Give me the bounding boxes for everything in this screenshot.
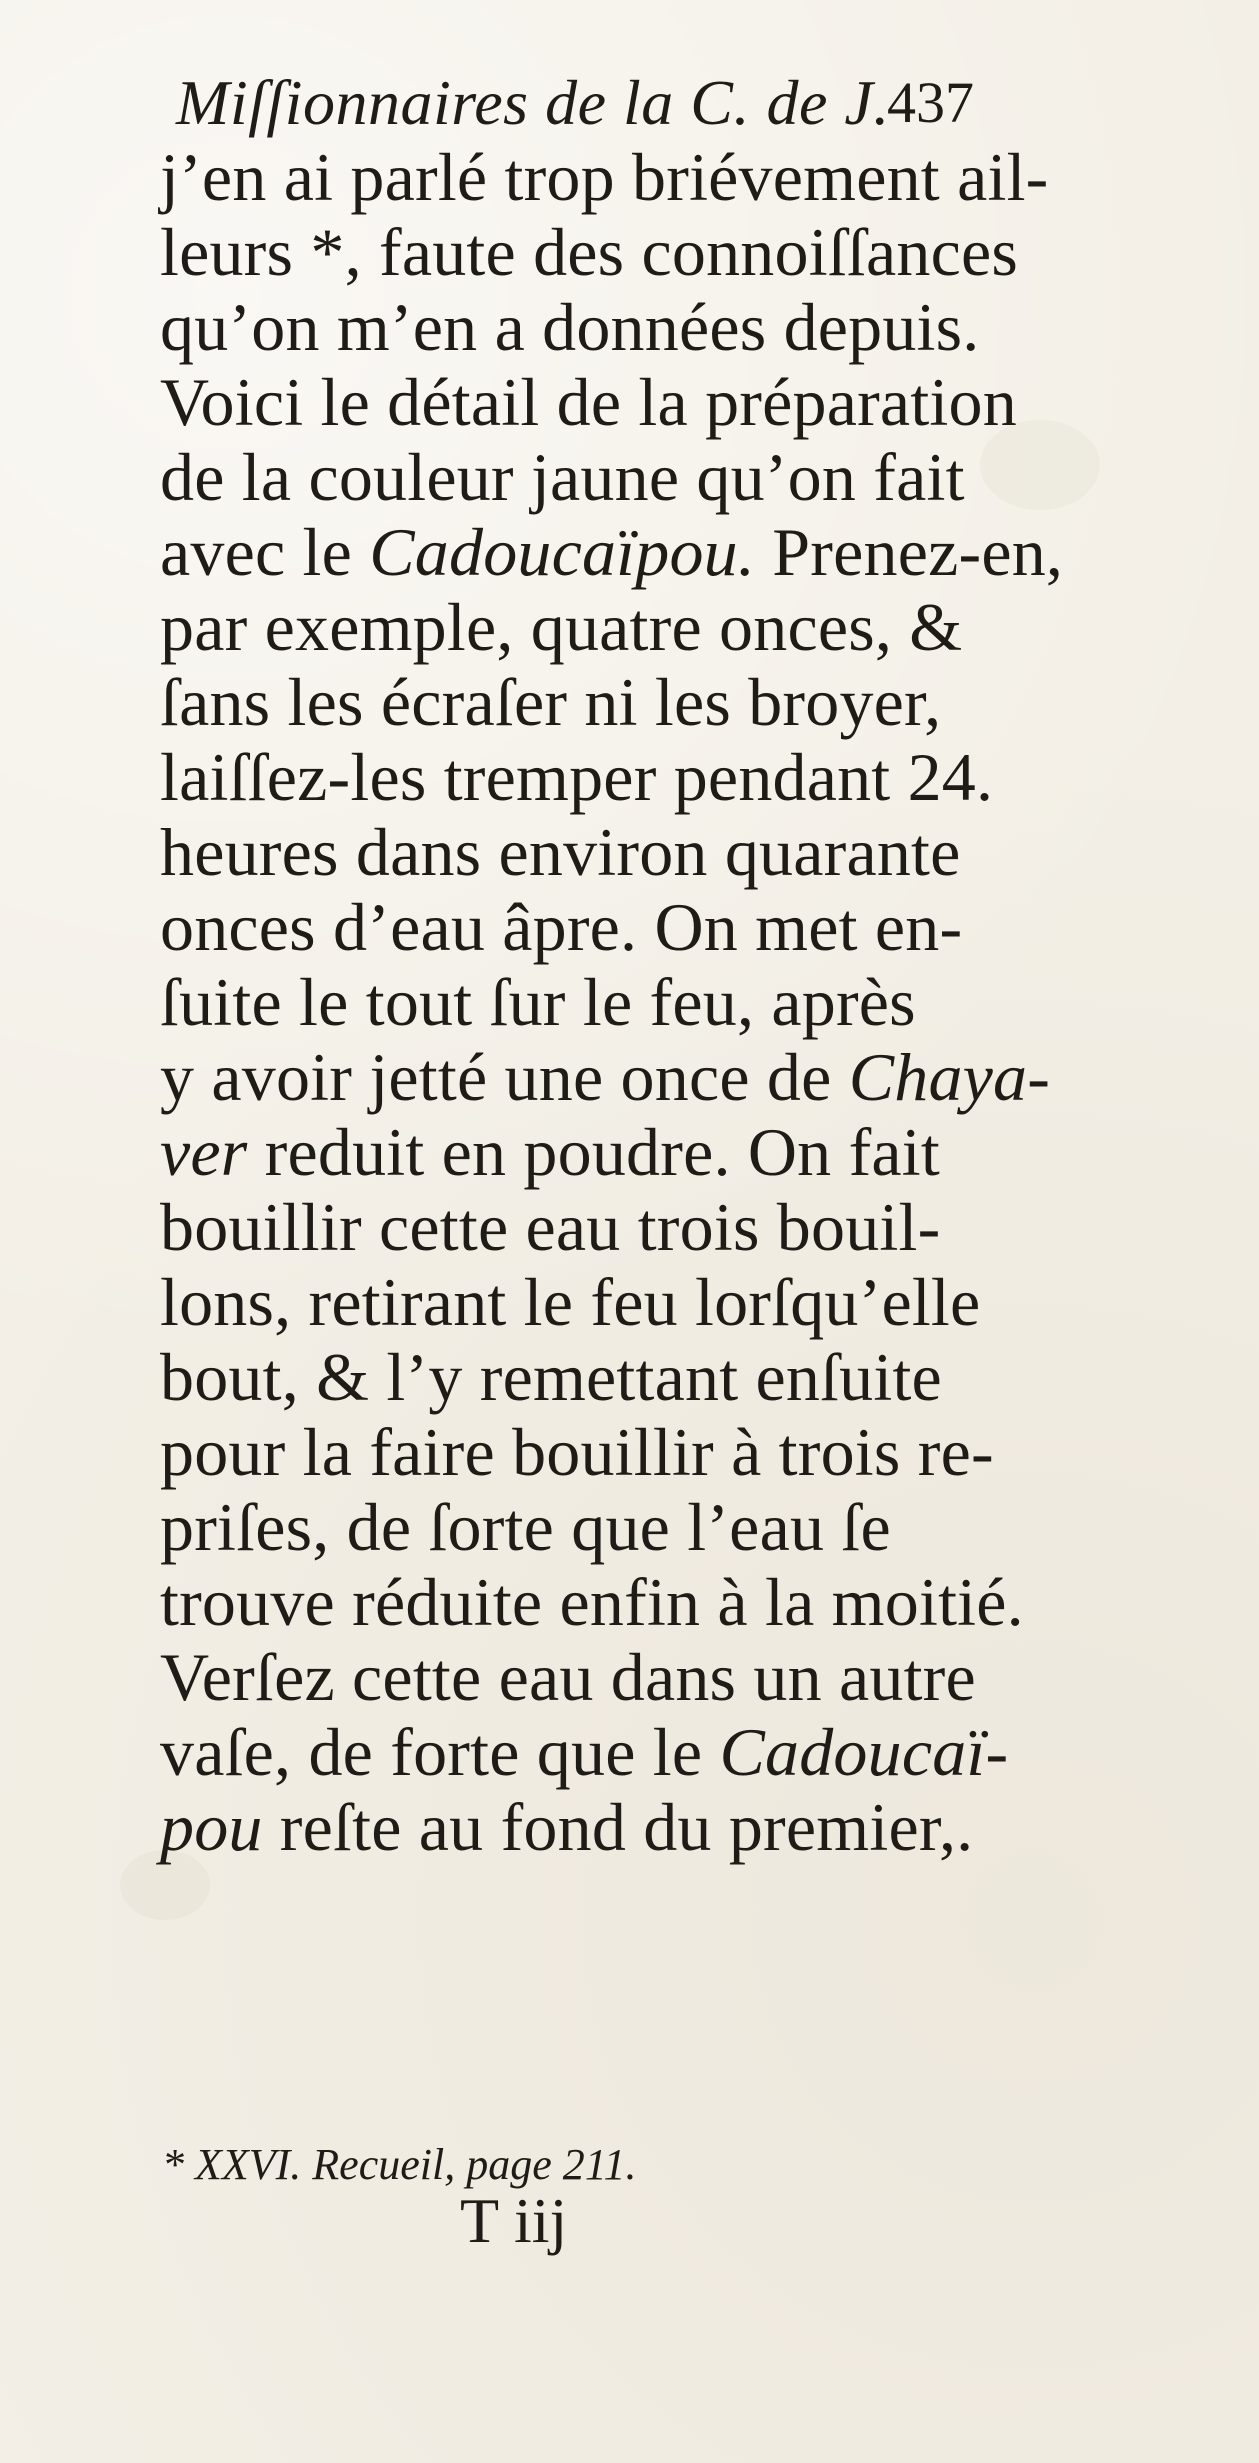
text-line: [160, 740, 1080, 815]
text-line-content: Prenez-en,: [755, 514, 1064, 590]
text-line-content: laiſſez-les tremper pendant 24.: [160, 739, 994, 815]
text-line-content: lons, retirant le feu lorſqu’elle: [160, 1264, 981, 1340]
text-line-content: avec le: [160, 514, 370, 590]
text-line-content: reduit en poudre. On fait: [247, 1114, 940, 1190]
footnote: * XXVI. Recueil, page 211.: [162, 2140, 637, 2189]
italic-term: pou: [160, 1789, 263, 1865]
text-line: [160, 965, 1080, 1040]
text-line-content: priſes, de ſorte que l’eau ſe: [160, 1489, 891, 1565]
text-line-content: bouillir cette eau trois bouil-: [160, 1189, 941, 1265]
text-line-content: vaſe, de forte que le: [160, 1714, 720, 1790]
text-line: [160, 1115, 1080, 1190]
page-number: 437: [887, 70, 974, 135]
text-line: [160, 290, 1080, 365]
text-line: [160, 1190, 1080, 1265]
text-line-content: bout, & l’y remettant enſuite: [160, 1339, 942, 1415]
text-line-content: j’en ai parlé trop briévement ail-: [160, 139, 1049, 215]
italic-term: Cadoucaï-: [719, 1714, 1009, 1790]
text-line: [160, 1415, 1080, 1490]
text-line-content: Verſez cette eau dans un autre: [160, 1639, 976, 1715]
text-line-content: onces d’eau âpre. On met en-: [160, 889, 963, 965]
text-line-content: y avoir jetté une once de: [160, 1039, 849, 1115]
text-line: [160, 365, 1080, 440]
text-line: [160, 215, 1080, 290]
text-line: [160, 440, 1080, 515]
text-line: [160, 1040, 1080, 1115]
text-line-content: de la couleur jaune qu’on fait: [160, 439, 965, 515]
italic-term: Chaya-: [848, 1039, 1051, 1115]
text-line: [160, 1640, 1080, 1715]
text-line-content: pour la faire bouillir à trois re-: [160, 1414, 994, 1490]
text-line: [160, 1340, 1080, 1415]
text-line: [160, 1565, 1080, 1640]
text-line-content: qu’on m’en a données depuis.: [160, 289, 980, 365]
text-line: [160, 890, 1080, 965]
text-line-content: Voici le détail de la préparation: [160, 364, 1017, 440]
running-head-title: Miſſionnaires de la C. de J.: [176, 67, 890, 138]
text-line-content: leurs *, faute des connoiſſances: [160, 214, 1018, 290]
text-line-content: ſuite le tout ſur le feu, après: [160, 964, 916, 1040]
text-line-content: reſte au fond du premier,.: [262, 1789, 974, 1865]
text-line: [160, 590, 1080, 665]
italic-term: Cadoucaïpou.: [369, 514, 756, 590]
body-text: [160, 140, 1080, 1865]
text-line-content: ſans les écraſer ni les broyer,: [160, 664, 942, 740]
text-line-content: trouve réduite enfin à la moitié.: [160, 1564, 1024, 1640]
text-line: [160, 140, 1080, 215]
text-line: [160, 1790, 1080, 1865]
text-line: [160, 1265, 1080, 1340]
text-line: [160, 815, 1080, 890]
text-line: [160, 1490, 1080, 1565]
text-line-content: heures dans environ quarante: [160, 814, 961, 890]
text-line: [160, 1715, 1080, 1790]
italic-term: ver: [160, 1114, 248, 1190]
text-line: [160, 665, 1080, 740]
text-line-content: par exemple, quatre onces, &: [160, 589, 963, 665]
text-line: [160, 515, 1080, 590]
running-head: [176, 65, 1076, 140]
signature-mark: T iij: [460, 2185, 568, 2256]
